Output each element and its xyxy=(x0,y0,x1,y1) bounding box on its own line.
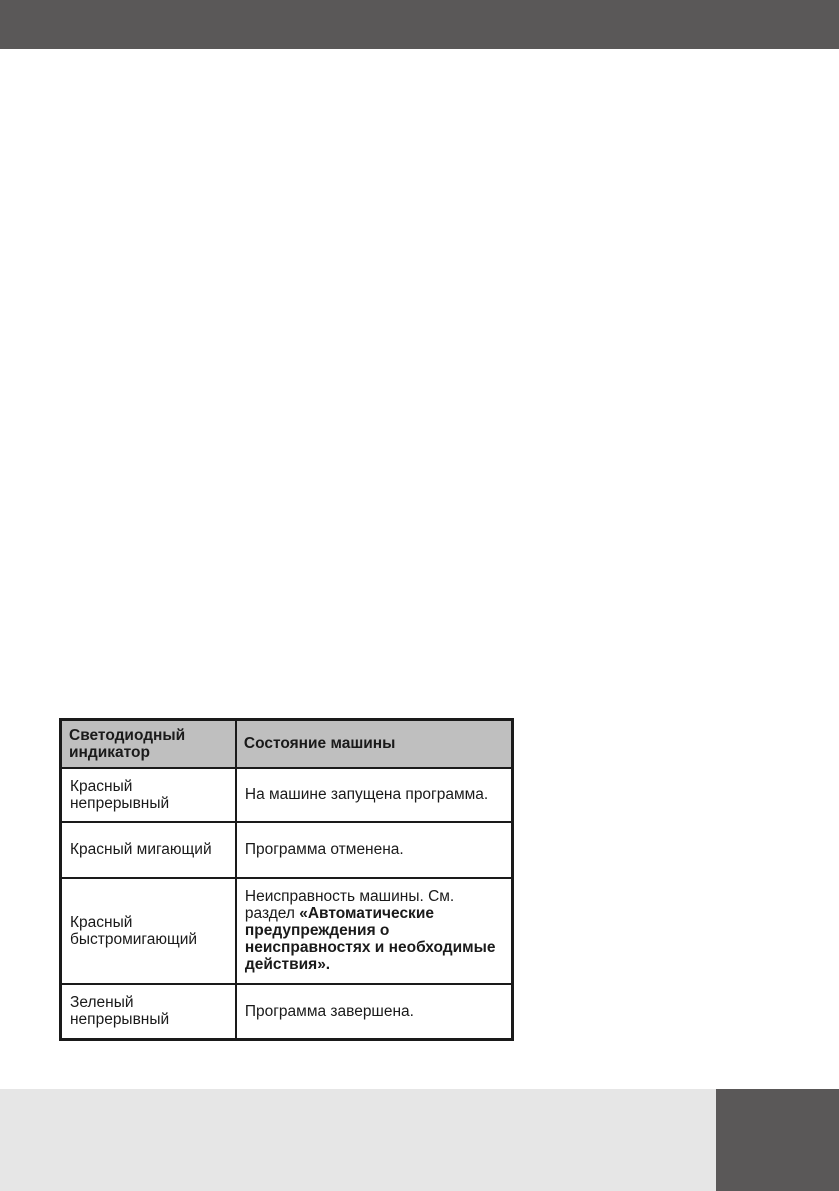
table-row xyxy=(61,822,513,878)
table-row xyxy=(61,984,513,1040)
indicator-cell: Красный мигающий xyxy=(61,822,236,878)
state-cell: Программа отменена. xyxy=(236,822,513,878)
bottom-footer-bar xyxy=(0,1089,839,1191)
header-indicator: Светодиодный индикатор xyxy=(61,720,236,768)
state-cell: Программа завершена. xyxy=(236,984,513,1040)
state-text-bold: «Автоматические предупреждения о неисправностях и необходимые действия». xyxy=(244,905,496,973)
state-cell xyxy=(236,878,513,984)
table-row xyxy=(61,768,513,822)
indicator-cell: Красный непрерывный xyxy=(61,768,236,822)
indicator-cell: Зеленый непрерывный xyxy=(61,984,236,1040)
led-status-table xyxy=(59,718,514,1041)
top-header-bar xyxy=(0,0,839,49)
table-row xyxy=(61,878,513,984)
state-text-regular: Неисправность машины. См. раздел xyxy=(244,888,455,922)
header-state: Состояние машины xyxy=(236,720,513,768)
table-header-row xyxy=(61,720,513,768)
state-cell: На машине запущена программа. xyxy=(236,768,513,822)
indicator-cell: Красный быстромигающий xyxy=(61,878,236,984)
page-number-tab xyxy=(716,1089,839,1191)
